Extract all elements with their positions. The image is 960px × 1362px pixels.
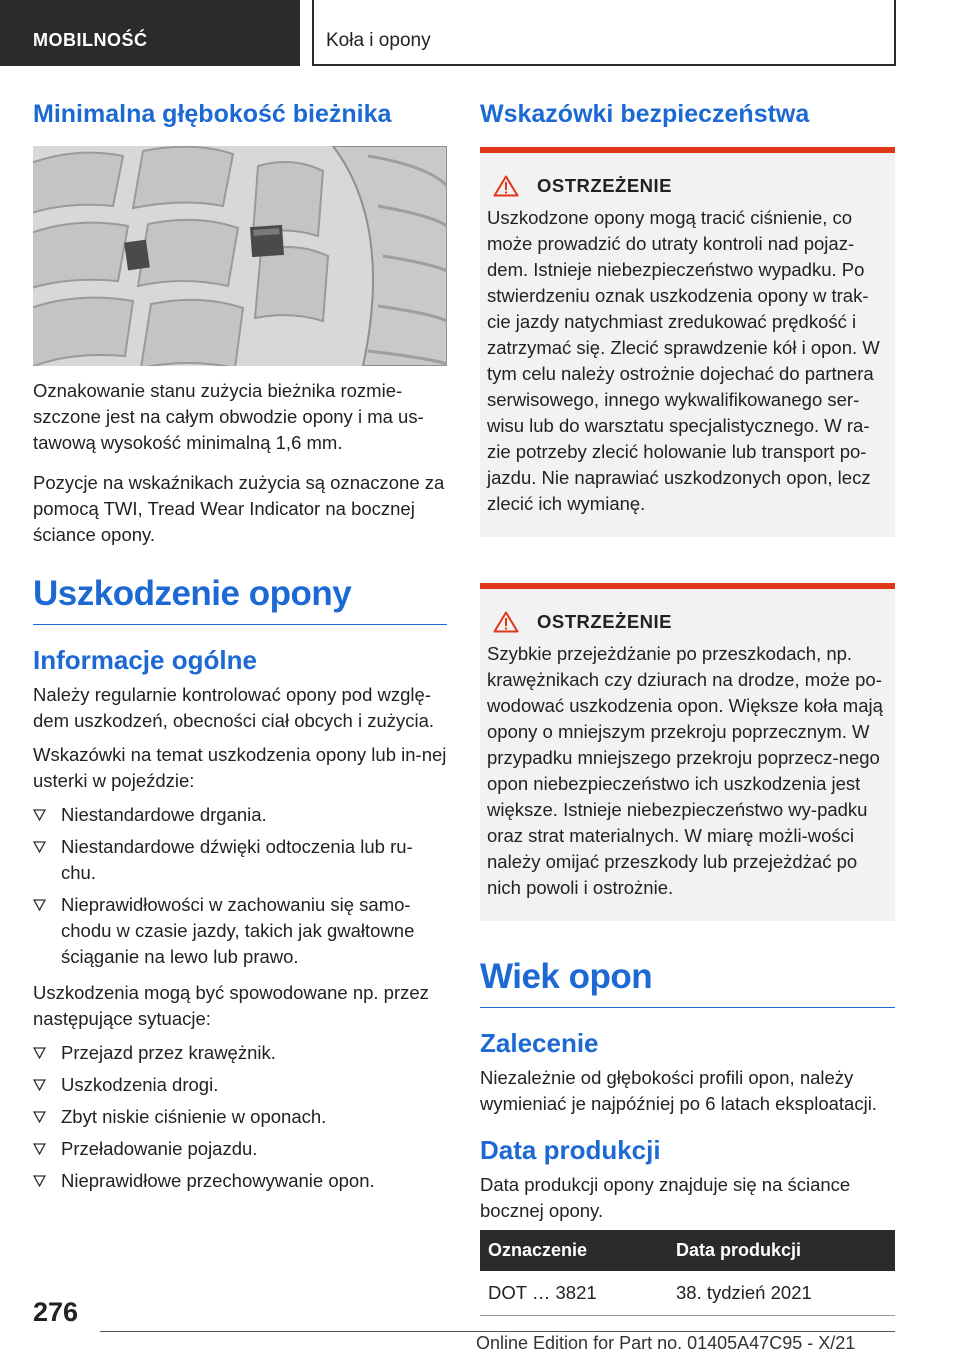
general-paragraph-1: Należy regularnie kontrolować opony pod wzglę-dem uszkodzeń, obecności ciał obcych i zużycia. <box>33 684 435 731</box>
left-column <box>33 100 447 1204</box>
recommendation-heading: Zalecenie <box>480 1028 599 1058</box>
chapter-tab: Koła i opony <box>312 0 896 66</box>
recommendation-text: Niezależnie od głębokości profili opon, należy wymieniać je najpóźniej po 6 latach eksploatacji. <box>480 1067 877 1114</box>
causes-intro: Uszkodzenia mogą być spowodowane np. przez następujące sytuacje: <box>33 982 429 1029</box>
warning-triangle-icon <box>493 175 519 197</box>
table-header-row <box>480 1230 895 1271</box>
general-info-heading: Informacje ogólne <box>33 645 257 675</box>
column-header: Data produkcji <box>668 1230 895 1271</box>
list-item: Niestandardowe dźwięki odtoczenia lub ru-chu. <box>33 834 447 886</box>
warning-box <box>480 583 895 921</box>
table-cell: DOT … 3821 <box>480 1271 668 1316</box>
production-date-text: Data produkcji opony znajduje się na ściance bocznej opony. <box>480 1174 851 1221</box>
edition-footer: Online Edition for Part no. 01405A47C95 - X/21 <box>476 1333 856 1353</box>
list-item: Nieprawidłowości w zachowaniu się samo-chodu w czasie jazdy, takich jak gwałtowne ściąganie na lewo lub prawo. <box>33 892 447 970</box>
production-date-table <box>480 1230 895 1316</box>
triangle-bullet-icon <box>33 1047 46 1059</box>
triangle-bullet-icon <box>33 1143 46 1155</box>
triangle-bullet-icon <box>33 809 46 821</box>
column-header: Oznaczenie <box>480 1230 668 1271</box>
production-date-heading: Data produkcji <box>480 1135 661 1165</box>
damage-causes-list <box>33 1040 447 1194</box>
list-item: Niestandardowe drgania. <box>33 802 447 828</box>
list-item: Przejazd przez krawężnik. <box>33 1040 447 1066</box>
damage-signs-list <box>33 802 447 970</box>
tire-age-heading: Wiek opon <box>480 957 895 1008</box>
tread-paragraph-1: Oznakowanie stanu zużycia bieżnika rozmie-szczone jest na całym obwodzie opony i ma us-tawową wysokość minimalną 1,6 mm. <box>33 380 424 453</box>
tread-depth-heading: Minimalna głębokość bieżnika <box>33 100 392 128</box>
triangle-bullet-icon <box>33 841 46 853</box>
list-item: Zbyt niskie ciśnienie w oponach. <box>33 1104 447 1130</box>
safety-heading: Wskazówki bezpieczeństwa <box>480 100 810 128</box>
triangle-bullet-icon <box>33 1175 46 1187</box>
warning-triangle-icon <box>493 611 519 633</box>
warning-title: OSTRZEŻENIE <box>487 175 887 197</box>
tire-tread-illustration <box>33 146 447 366</box>
list-item: Nieprawidłowe przechowywanie opon. <box>33 1168 447 1194</box>
page-number: 276 <box>33 1297 79 1327</box>
warning-title: OSTRZEŻENIE <box>487 611 887 633</box>
tire-damage-heading: Uszkodzenie opony <box>33 574 447 625</box>
section-tab: MOBILNOŚĆ <box>0 0 300 66</box>
table-cell: 38. tydzień 2021 <box>668 1271 895 1316</box>
triangle-bullet-icon <box>33 1079 46 1091</box>
list-item: Przeładowanie pojazdu. <box>33 1136 447 1162</box>
warning-box <box>480 147 895 537</box>
general-paragraph-2: Wskazówki na temat uszkodzenia opony lub in-nej usterki w pojeździe: <box>33 744 447 791</box>
footer-divider <box>100 1331 895 1332</box>
page-header <box>0 0 960 66</box>
warning-text: Uszkodzone opony mogą tracić ciśnienie, co może prowadzić do utraty kontroli nad pojaz-dem. Istnieje niebezpieczeństwo wypadku. Po stwierdzeniu oznak uszkodzenia opony w trak-cie jazdy natychmiast zredukować prędkość i zatrzymać się. Zlecić sprawdzenie kół i opon. W tym celu należy ostrożnie dojechać do partnera serwisowego, innego wykwalifikowanego ser-wisu lub do warsztatu specjalistycznego. W ra-zie potrzeby zlecić holowanie lub transport po-jazdu. Nie naprawiać uszkodzonych opon, lecz zlecić ich wymianę. <box>487 207 880 514</box>
warning-text: Szybkie przejeżdżanie po przeszkodach, np. krawężnikach czy dziurach na drodze, może po-wodować uszkodzenia opon. Większe koła mają opony o mniejszym przekroju poprzecznym. W przypadku mniejszego przekroju poprzecz-nego opon niebezpieczeństwo ich uszkodzenia jest większe. Istnieje niebezpieczeństwo wy-padku oraz strat materialnych. W miarę możli-wości należy omijać przeszkody lub przejeżdżać po nich powoli i ostrożnie. <box>487 643 883 898</box>
tread-paragraph-2: Pozycje na wskaźnikach zużycia są oznaczone za pomocą TWI, Tread Wear Indicator na bocznej ściance opony. <box>33 472 445 545</box>
triangle-bullet-icon <box>33 899 46 911</box>
list-item: Uszkodzenia drogi. <box>33 1072 447 1098</box>
right-column <box>480 100 895 1316</box>
table-row <box>480 1271 895 1316</box>
triangle-bullet-icon <box>33 1111 46 1123</box>
